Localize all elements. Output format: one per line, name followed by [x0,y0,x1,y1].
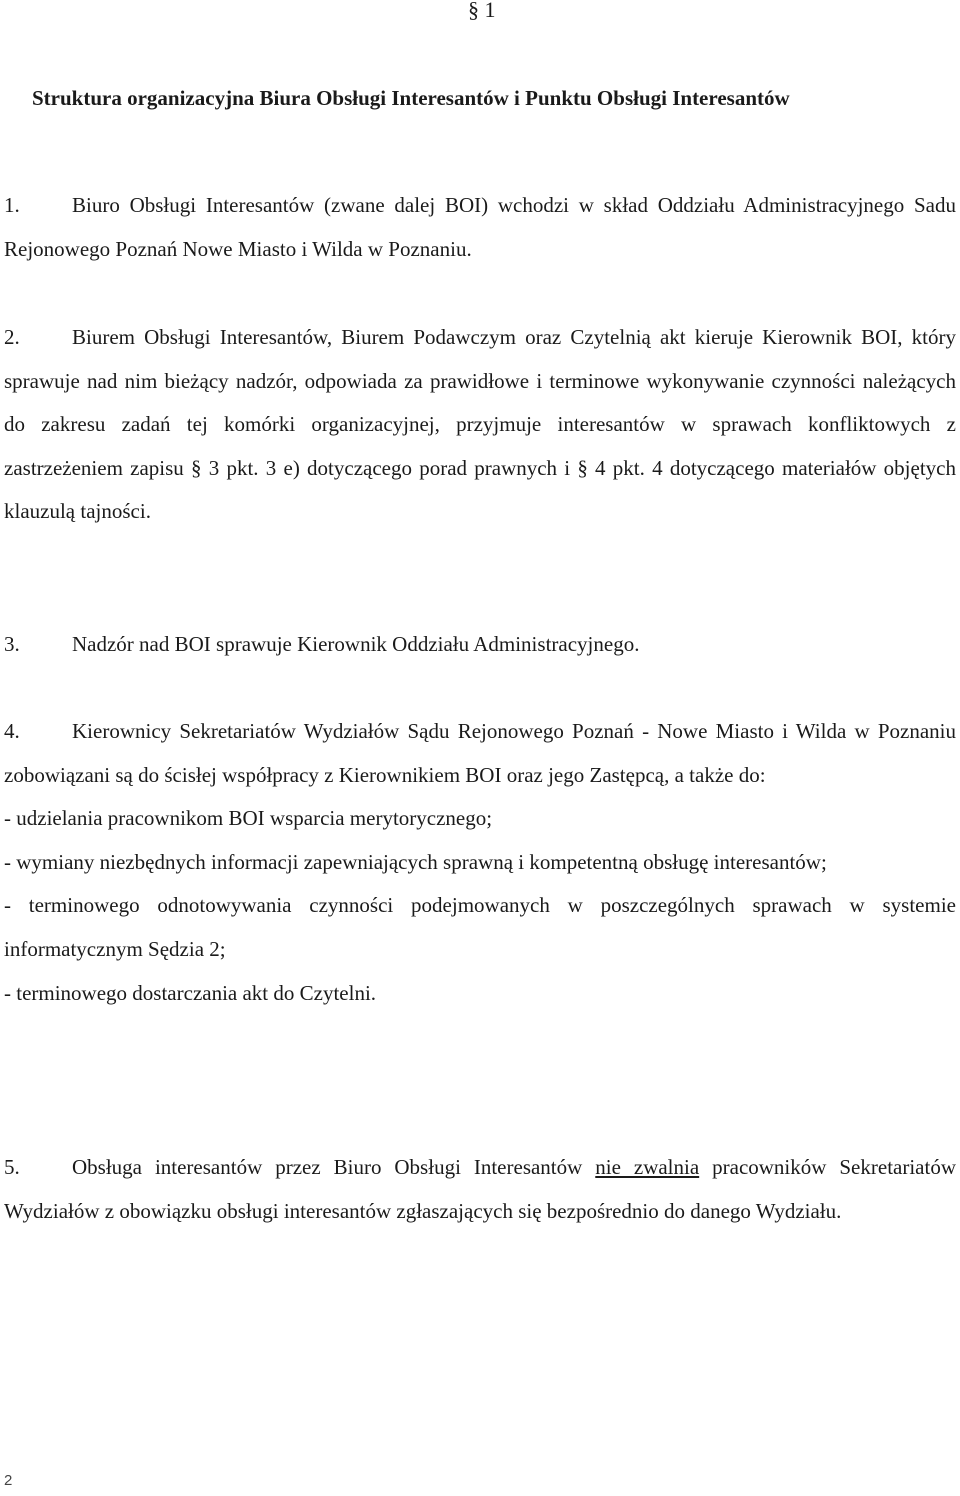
section-mark: § 1 [468,0,496,22]
document-page [4,0,956,1496]
paragraph-1-text: Biuro Obsługi Interesantów (zwane dalej BOI) wchodzi w skład Oddziału Administracyjnego Sadu Rejonowego Poznań Nowe Miasto i Wilda w Poznaniu. [4,193,956,261]
list-item: - terminowego dostarczania akt do Czytelni. [4,980,377,1005]
paragraph-4 [4,710,956,1015]
page-number: 2 [4,1472,13,1489]
paragraph-3-text: Nadzór nad BOI sprawuje Kierownik Oddziału Administracyjnego. [72,632,640,656]
paragraph-4-number: 4. [4,719,20,743]
paragraph-2-number: 2. [4,325,20,349]
list-item: - terminowego odnotowywania czynności podejmowanych w poszczególnych sprawach w systemie informatycznym Sędzia 2; [4,893,956,961]
paragraph-2-text: Biurem Obsługi Interesantów, Biurem Podawczym oraz Czytelnią akt kieruje Kierownik BOI, który sprawuje nad nim bieżący nadzór, odpowiada za prawidłowe i terminowe wykonywanie czynności należących do zakresu zadań tej komórki organizacyjnej, przyjmuje interesantów w sprawach konfliktowych z zastrzeżeniem zapisu § 3 pkt. 3 e) dotyczącego porad prawnych i § 4 pkt. 4 dotyczącego materiałów objętych klauzulą tajności. [4,325,956,524]
paragraph-2 [4,316,956,534]
paragraph-5 [4,1146,956,1233]
paragraph-5-text-after: pracowników Sekretariatów Wydziałów z obowiązku obsługi interesantów zgłaszających się bezpośrednio do danego Wydziału. [4,1155,956,1223]
paragraph-3-number: 3. [4,632,20,656]
paragraph-4-text: Kierownicy Sekretariatów Wydziałów Sądu Rejonowego Poznań - Nowe Miasto i Wilda w Poznaniu zobowiązani są do ścisłej współpracy z Kierownikiem BOI oraz jego Zastępcą, a także do: [4,719,956,787]
paragraph-3 [4,623,956,667]
paragraph-1-number: 1. [4,193,20,217]
document-heading: Struktura organizacyjna Biura Obsługi Interesantów i Punktu Obsługi Interesantów [32,86,790,110]
paragraph-5-text-before: Obsługa interesantów przez Biuro Obsługi Interesantów [72,1155,583,1179]
paragraph-1 [4,184,956,271]
paragraph-5-underlined: nie zwalnia [595,1155,700,1179]
list-item: - wymiany niezbędnych informacji zapewniających sprawną i kompetentną obsługę interesantów; [4,849,827,874]
list-item: - udzielania pracownikom BOI wsparcia merytorycznego; [4,806,493,831]
paragraph-5-number: 5. [4,1155,20,1179]
